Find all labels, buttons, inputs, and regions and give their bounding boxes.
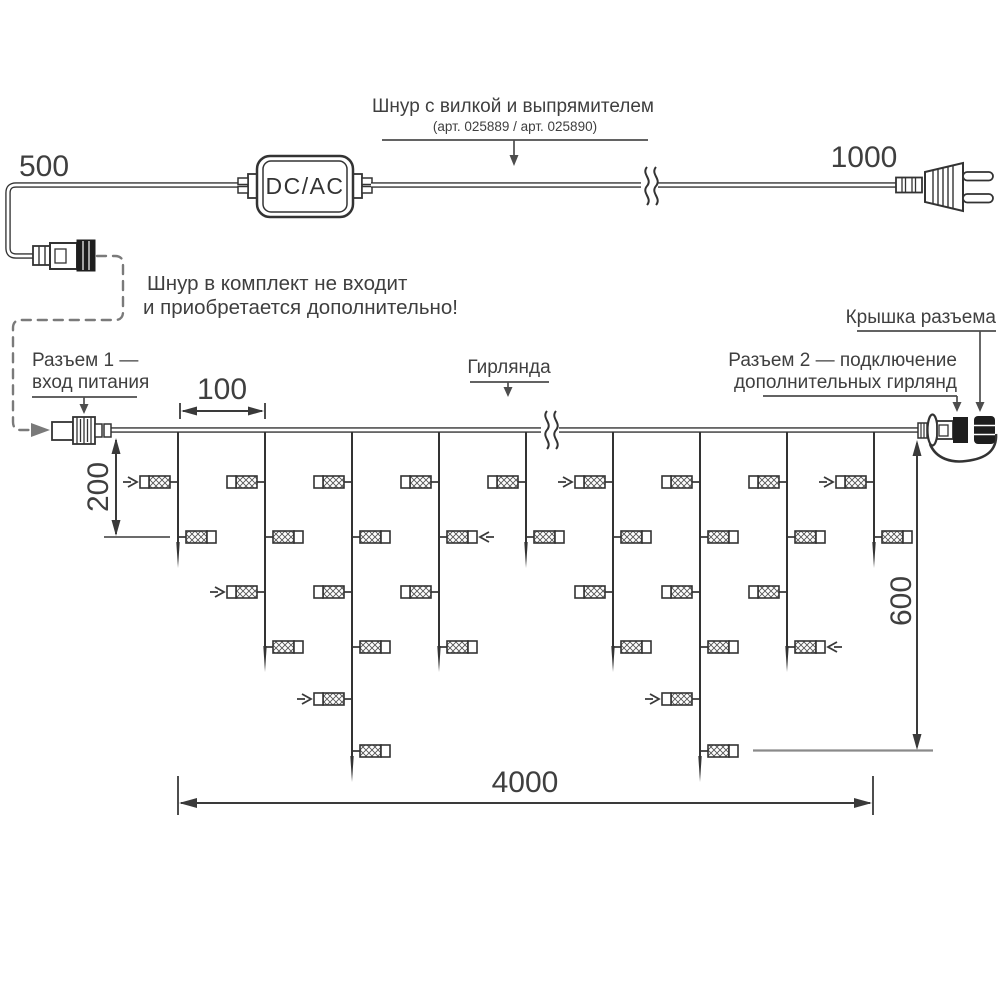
lamp-cap bbox=[662, 476, 671, 488]
power-plug bbox=[896, 163, 993, 211]
lamp-cap bbox=[575, 476, 584, 488]
lamp-body bbox=[497, 476, 518, 488]
lamp-cap bbox=[401, 476, 410, 488]
lamp bbox=[749, 586, 787, 598]
lamp bbox=[662, 586, 700, 598]
lamp-cap bbox=[662, 693, 671, 705]
flash-arrow-icon bbox=[297, 694, 311, 704]
lamp-cap bbox=[749, 586, 758, 598]
lamp-cap bbox=[468, 531, 477, 543]
lamp-body bbox=[273, 531, 294, 543]
lamp bbox=[700, 531, 738, 543]
cable-break-icon bbox=[641, 166, 658, 206]
strand-tip bbox=[437, 646, 440, 672]
arrow-up-icon bbox=[112, 438, 121, 454]
lamp-body bbox=[708, 641, 729, 653]
power-cord-assembly bbox=[8, 96, 993, 271]
garland-callout bbox=[467, 357, 551, 397]
arrow-right-icon bbox=[854, 798, 872, 808]
lamp-cap bbox=[729, 745, 738, 757]
strand-tip bbox=[785, 646, 788, 672]
dimension-100 bbox=[180, 373, 265, 419]
lamp-body bbox=[149, 476, 170, 488]
lamp bbox=[265, 531, 303, 543]
connector1-label-line2: вход питания bbox=[32, 372, 150, 393]
strand-6-medium bbox=[558, 432, 651, 672]
lamp-body bbox=[447, 531, 468, 543]
strand-5-short bbox=[488, 432, 564, 568]
lamp-cap bbox=[140, 476, 149, 488]
lamp-body bbox=[584, 476, 605, 488]
output-connector bbox=[918, 415, 996, 462]
flash-arrow-icon bbox=[828, 642, 842, 652]
lamp-cap bbox=[468, 641, 477, 653]
arrow-right-icon bbox=[31, 423, 50, 437]
dimension-4000 bbox=[178, 766, 873, 815]
dimension-200-value: 200 bbox=[82, 461, 115, 513]
lamp-body bbox=[621, 531, 642, 543]
lamp-body bbox=[795, 531, 816, 543]
lamp bbox=[662, 476, 700, 488]
lamp-body bbox=[236, 476, 257, 488]
arrow-left-icon bbox=[179, 798, 197, 808]
lamp-body bbox=[758, 586, 779, 598]
arrow-down-icon bbox=[80, 404, 89, 414]
lamp-cap bbox=[575, 586, 584, 598]
strand-3-long bbox=[297, 432, 390, 782]
flash-arrow-icon bbox=[819, 477, 833, 487]
lamp-cap bbox=[729, 531, 738, 543]
connector2-label-line1: Разъем 2 — подключение bbox=[728, 350, 957, 371]
lamp-cap bbox=[294, 641, 303, 653]
lamp-body bbox=[447, 641, 468, 653]
cord-callout bbox=[372, 96, 654, 166]
flash-arrow-icon bbox=[123, 477, 137, 487]
lamp bbox=[140, 476, 178, 488]
arrow-down-icon bbox=[976, 402, 985, 412]
lamp-cap bbox=[381, 531, 390, 543]
strand-tip bbox=[263, 646, 266, 672]
strand-tip bbox=[350, 756, 353, 782]
cord-label-art: (арт. 025889 / арт. 025890) bbox=[432, 119, 598, 134]
connector2-label-line2: дополнительных гирлянд bbox=[733, 372, 957, 393]
dimension-4000-value: 4000 bbox=[491, 766, 559, 799]
lamp bbox=[700, 641, 738, 653]
lamp-body bbox=[845, 476, 866, 488]
plug-prong bbox=[963, 172, 993, 181]
flash-arrow-icon bbox=[480, 532, 494, 542]
strands-layer bbox=[123, 432, 912, 782]
lamp-body bbox=[360, 531, 381, 543]
lamp-cap bbox=[816, 641, 825, 653]
lamp-body bbox=[882, 531, 903, 543]
lamp-cap bbox=[314, 693, 323, 705]
lamp-body bbox=[323, 586, 344, 598]
lamp-body bbox=[410, 476, 431, 488]
dimension-500: 500 bbox=[18, 150, 70, 183]
lamp bbox=[227, 586, 265, 598]
converter-left-stub bbox=[248, 174, 257, 198]
lamp-cap bbox=[836, 476, 845, 488]
dc-ac-label: DC/AC bbox=[265, 173, 345, 199]
lamp-body bbox=[708, 745, 729, 757]
dimension-100-value: 100 bbox=[196, 373, 248, 406]
lamp bbox=[401, 586, 439, 598]
lamp-body bbox=[236, 586, 257, 598]
lamp bbox=[265, 641, 303, 653]
lamp bbox=[749, 476, 787, 488]
lamp-cap bbox=[488, 476, 497, 488]
strand-tip bbox=[698, 756, 701, 782]
strand-1-short bbox=[123, 432, 216, 568]
lamp bbox=[401, 476, 439, 488]
lamp bbox=[439, 641, 477, 653]
connector1-callout bbox=[32, 350, 149, 414]
strand-7-long bbox=[645, 432, 738, 782]
lamp-cap bbox=[749, 476, 758, 488]
lamp-cap bbox=[294, 531, 303, 543]
note-line2: и приобретается дополнительно! bbox=[143, 296, 458, 319]
lamp bbox=[488, 476, 526, 488]
arrow-down-icon bbox=[504, 387, 513, 397]
garland-drawing bbox=[52, 373, 996, 815]
lamp bbox=[700, 745, 738, 757]
lamp-body bbox=[671, 693, 692, 705]
cable-break-icon bbox=[541, 410, 559, 452]
cord-label-title: Шнур с вилкой и выпрямителем bbox=[372, 96, 654, 117]
lamp-body bbox=[186, 531, 207, 543]
lamp-cap bbox=[816, 531, 825, 543]
lamp-body bbox=[323, 693, 344, 705]
dc-ac-converter bbox=[238, 156, 372, 217]
lamp-cap bbox=[903, 531, 912, 543]
lamp bbox=[575, 586, 613, 598]
garland-main-wire bbox=[111, 410, 918, 452]
dimension-1000: 1000 bbox=[830, 141, 898, 174]
connector1-label-line1: Разъем 1 — bbox=[32, 350, 139, 371]
lamp bbox=[526, 531, 564, 543]
strand-tip bbox=[611, 646, 614, 672]
lamp bbox=[314, 693, 352, 705]
converter-right-stub bbox=[353, 174, 362, 198]
lamp bbox=[662, 693, 700, 705]
lamp-body bbox=[584, 586, 605, 598]
arrow-left-icon bbox=[181, 407, 197, 416]
arrow-down-icon bbox=[913, 734, 922, 750]
lamp-body bbox=[360, 641, 381, 653]
garland-label: Гирлянда bbox=[467, 357, 551, 378]
strand-4-medium bbox=[401, 432, 494, 672]
lamp bbox=[439, 531, 477, 543]
note-line1: Шнур в комплект не входит bbox=[147, 272, 408, 295]
dimension-600-value: 600 bbox=[885, 575, 918, 627]
lamp-cap bbox=[401, 586, 410, 598]
lamp-body bbox=[410, 586, 431, 598]
lamp-body bbox=[273, 641, 294, 653]
note-not-included bbox=[143, 272, 458, 319]
connector-cap bbox=[974, 416, 995, 444]
lamp-cap bbox=[381, 641, 390, 653]
lamp-body bbox=[360, 745, 381, 757]
lamp bbox=[227, 476, 265, 488]
lamp-cap bbox=[729, 641, 738, 653]
plug-prong bbox=[963, 194, 993, 203]
lamp bbox=[787, 641, 825, 653]
strand-tip bbox=[872, 542, 875, 568]
lamp-cap bbox=[642, 641, 651, 653]
input-connector bbox=[52, 417, 111, 444]
lamp bbox=[787, 531, 825, 543]
lamp bbox=[613, 641, 651, 653]
lamp-body bbox=[708, 531, 729, 543]
cord-end-socket-connector bbox=[33, 240, 95, 271]
lamp-cap bbox=[642, 531, 651, 543]
strand-tip bbox=[176, 542, 179, 568]
lamp-cap bbox=[207, 531, 216, 543]
dashed-connection-path bbox=[13, 256, 123, 437]
lamp bbox=[352, 641, 390, 653]
lamp-body bbox=[671, 476, 692, 488]
lamp-cap bbox=[662, 586, 671, 598]
lamp bbox=[178, 531, 216, 543]
lamp-cap bbox=[227, 476, 236, 488]
strand-8-medium bbox=[749, 432, 842, 672]
arrow-down-icon bbox=[112, 520, 121, 536]
cord-wire-right bbox=[371, 166, 897, 206]
lamp bbox=[874, 531, 912, 543]
arrow-up-icon bbox=[913, 440, 922, 456]
lamp bbox=[836, 476, 874, 488]
lamp bbox=[314, 586, 352, 598]
lamp-body bbox=[621, 641, 642, 653]
lamp-cap bbox=[381, 745, 390, 757]
arrow-down-icon bbox=[953, 402, 962, 412]
flash-arrow-icon bbox=[645, 694, 659, 704]
lamp-body bbox=[671, 586, 692, 598]
lamp-cap bbox=[314, 476, 323, 488]
arrow-right-icon bbox=[248, 407, 264, 416]
lamp bbox=[352, 531, 390, 543]
strand-9-short bbox=[819, 432, 912, 568]
lamp bbox=[613, 531, 651, 543]
flash-arrow-icon bbox=[210, 587, 224, 597]
lamp-body bbox=[795, 641, 816, 653]
lamp bbox=[314, 476, 352, 488]
lamp bbox=[575, 476, 613, 488]
strand-2-medium bbox=[210, 432, 303, 672]
lamp-cap bbox=[555, 531, 564, 543]
flash-arrow-icon bbox=[558, 477, 572, 487]
lamp-body bbox=[758, 476, 779, 488]
strand-tip bbox=[524, 542, 527, 568]
lamp-body bbox=[534, 531, 555, 543]
lamp-body bbox=[323, 476, 344, 488]
lamp-cap bbox=[314, 586, 323, 598]
cap-label: Крышка разъема bbox=[845, 307, 996, 328]
connector2-callout bbox=[728, 350, 961, 412]
arrow-down-icon bbox=[510, 155, 519, 166]
lamp-cap bbox=[227, 586, 236, 598]
lamp bbox=[352, 745, 390, 757]
